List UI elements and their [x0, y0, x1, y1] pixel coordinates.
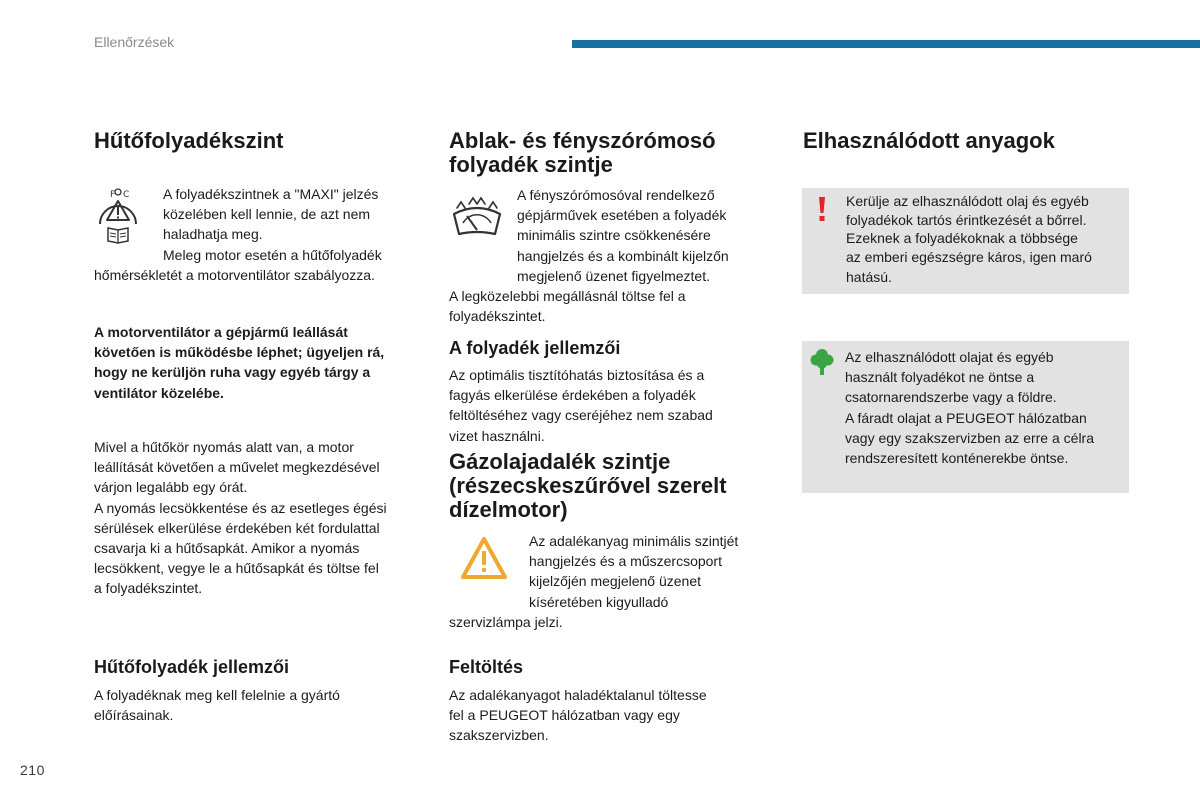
pressure-line: sérülések elkerülése érdekében két fordulattal [94, 519, 380, 536]
coolant-spec-text [94, 685, 340, 725]
exclamation-icon [815, 195, 829, 223]
environment-line: Az elhasználódott olajat és egyéb [845, 349, 1054, 365]
pressure-line: Mivel a hűtőkör nyomás alatt van, a motor [94, 439, 354, 455]
caution-line: folyadékok tartós érintkezését a bőrrel. [846, 211, 1087, 228]
diesel-line: Az adalékanyag minimális szintjét [529, 533, 739, 549]
refill-line: Az adalékanyagot haladéktalanul töltesse [449, 687, 707, 703]
section-label: Ellenőrzések [94, 34, 175, 50]
coolant-intro-line: haladhatja meg. [163, 226, 263, 243]
washer-tail-line: A legközelebbi megállásnál töltse fel a [449, 288, 686, 304]
washer-intro-line: minimális szintre csökkenésére [517, 227, 711, 244]
washer-intro-line: hangjelzés és a kombinált kijelzőn [517, 247, 729, 264]
pressure-line: várjon legalább egy órát. [94, 479, 248, 496]
refill-line: szakszervizben. [449, 727, 549, 744]
coolant-spec-line: A folyadéknak meg kell felelnie a gyártó [94, 687, 340, 703]
refill-line: fel a PEUGEOT hálózatban vagy egy [449, 707, 680, 724]
caution-line: Kerülje az elhasználódott olaj és egyéb [846, 193, 1089, 209]
warning-triangle-icon [459, 535, 509, 581]
washer-spec-title: A folyadék jellemzői [449, 338, 621, 358]
pressure-line: a folyadékszintet. [94, 580, 203, 597]
diesel-title-line: dízelmotor) [449, 497, 568, 522]
fan-warning-line: A motorventilátor a gépjármű leállását [94, 324, 348, 340]
washer-intro-tail [449, 286, 686, 326]
fan-warning-text [94, 322, 384, 403]
coolant-spec-line: előírásainak. [94, 707, 174, 724]
caution-text [846, 192, 1092, 287]
washer-spec-line: feltöltéséhez vagy cseréjéhez nem szabad [449, 407, 713, 424]
coolant-warning-book-icon [96, 186, 140, 244]
caution-line: az emberi egészségre káros, igen maró [846, 248, 1092, 265]
washer-title-line: Ablak- és fényszórómosó [449, 128, 716, 153]
pressure-paragraph [94, 437, 387, 599]
diesel-text [529, 531, 738, 612]
caution-line: Ezeknek a folyadékoknak a többsége [846, 230, 1078, 247]
svg-text:F: F [110, 190, 116, 200]
washer-spec-line: vizet használni. [449, 427, 545, 444]
fan-warning-line: hogy ne kerüljön ruha vagy egyéb tárgy a [94, 364, 371, 381]
environment-text [845, 347, 1094, 468]
svg-text:C: C [123, 190, 130, 200]
fan-warning-line: ventilátor közelébe. [94, 384, 224, 401]
diesel-title-line: (részecskeszűrővel szerelt [449, 473, 727, 498]
diesel-line: kijelzőjén megjelenő üzenet [529, 573, 701, 590]
coolant-intro [163, 184, 382, 265]
washer-tail-line: folyadékszintet. [449, 308, 546, 325]
pressure-line: lecsökkent, vegye le a hűtősapkát és töltse fel [94, 560, 379, 577]
coolant-intro-line: közelében kell lennie, de azt nem [163, 206, 371, 223]
washer-intro-line: A fényszórómosóval rendelkező [517, 187, 715, 203]
diesel-additive-title [449, 450, 727, 522]
environment-line: használt folyadékot ne öntse a [845, 369, 1035, 386]
refill-text [449, 685, 707, 746]
coolant-intro-line: Meleg motor esetén a hűtőfolyadék [163, 246, 382, 263]
washer-intro [517, 185, 729, 286]
coolant-spec-title: Hűtőfolyadék jellemzői [94, 657, 290, 677]
pressure-line: csavarja ki a hűtősapkát. Amikor a nyomás [94, 540, 360, 557]
fan-warning-line: követően is működésbe léphet; ügyeljen rá, [94, 344, 385, 361]
washer-spec-line: fagyás elkerülése érdekében a folyadék [449, 387, 696, 404]
page-number: 210 [20, 762, 45, 778]
coolant-level-title: Hűtőfolyadékszint [94, 128, 284, 153]
tree-icon [810, 348, 834, 376]
caution-line: hatású. [846, 269, 892, 286]
washer-spec-line: Az optimális tisztítóhatás biztosítása és a [449, 367, 705, 383]
diesel-line: kíséretében kigyulladó [529, 593, 669, 610]
pressure-line: A nyomás lecsökkentése és az esetleges égési [94, 499, 387, 516]
washer-intro-line: megjelenő üzenet figyelmeztet. [517, 267, 710, 284]
washer-intro-line: gépjárművek esetében a folyadék [517, 207, 727, 224]
diesel-line: hangjelzés és a műszercsoport [529, 553, 722, 570]
environment-line: vagy egy szakszervizben az erre a célra [845, 429, 1094, 446]
environment-line: A fáradt olajat a PEUGEOT hálózatban [845, 409, 1087, 426]
pressure-line: leállítását követően a művelet megkezdésével [94, 459, 380, 476]
environment-line: csatornarendszerbe vagy a földre. [845, 389, 1057, 406]
used-materials-title: Elhasználódott anyagok [803, 128, 1055, 153]
diesel-tail: szervizlámpa jelzi. [449, 614, 563, 630]
coolant-intro-tail: hőmérsékletét a motorventilátor szabályozza. [94, 267, 375, 283]
diesel-title-line: Gázolajadalék szintje [449, 449, 671, 474]
coolant-intro-line: A folyadékszintnek a "MAXI" jelzés [163, 186, 379, 202]
washer-spec-text [449, 365, 713, 446]
environment-line: rendszeresített konténerekbe öntse. [845, 450, 1069, 467]
windscreen-washer-icon [451, 190, 503, 238]
washer-title-line: folyadék szintje [449, 152, 613, 177]
refill-title: Feltöltés [449, 657, 524, 677]
header-accent-bar [572, 40, 1200, 48]
washer-level-title [449, 129, 716, 177]
